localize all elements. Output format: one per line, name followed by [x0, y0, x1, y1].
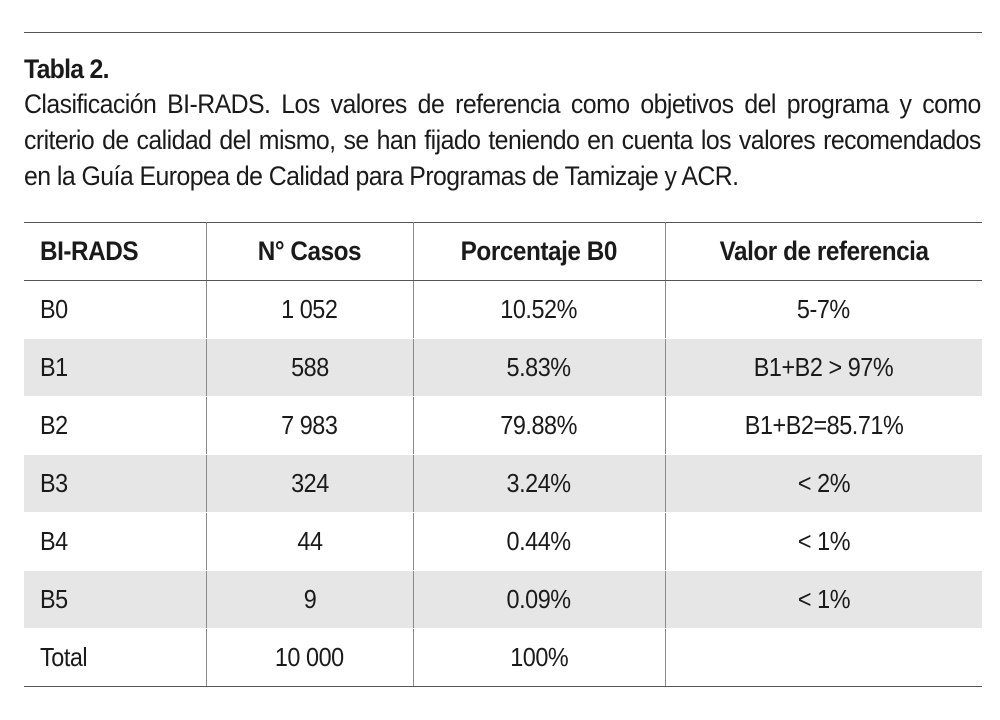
header-valor-referencia: Valor de referencia — [665, 223, 982, 281]
cell-casos: 9 — [206, 571, 413, 629]
table-row — [24, 571, 982, 629]
header-porcentaje-b0: Porcentaje B0 — [413, 223, 665, 281]
cell-casos: 588 — [206, 339, 413, 397]
cell-referencia: < 1% — [665, 571, 982, 629]
cell-referencia: < 1% — [665, 513, 982, 571]
caption-text: Clasificación BI-RADS. Los valores de referencia como objetivos del programa y como criterio de calidad del mismo, se han fijado teniendo en cuenta los valores recomendados en la Guía Europea de Calidad para Programas de Tamizaje y ACR. — [24, 89, 981, 191]
table-row — [24, 339, 982, 397]
cell-casos: 324 — [206, 455, 413, 513]
cell-porcentaje: 0.09% — [413, 571, 665, 629]
table-row — [24, 397, 982, 455]
cell-porcentaje: 3.24% — [413, 455, 665, 513]
table-row-total — [24, 629, 982, 687]
cell-porcentaje: 10.52% — [413, 281, 665, 339]
cell-porcentaje: 79.88% — [413, 397, 665, 455]
cell-referencia: 5-7% — [665, 281, 982, 339]
caption-title: Tabla 2. — [24, 54, 109, 84]
table-header-row — [24, 223, 982, 281]
cell-casos: 1 052 — [206, 281, 413, 339]
cell-birads: B0 — [24, 281, 206, 339]
cell-casos: 7 983 — [206, 397, 413, 455]
table-caption — [24, 52, 982, 194]
birads-table — [24, 222, 982, 687]
header-n-casos: N° Casos — [206, 223, 413, 281]
top-rule — [24, 32, 982, 33]
cell-referencia: B1+B2 > 97% — [665, 339, 982, 397]
cell-birads: B2 — [24, 397, 206, 455]
cell-birads: Total — [24, 629, 206, 687]
cell-birads: B4 — [24, 513, 206, 571]
table-row — [24, 513, 982, 571]
cell-birads: B3 — [24, 455, 206, 513]
cell-birads: B1 — [24, 339, 206, 397]
cell-casos: 44 — [206, 513, 413, 571]
cell-porcentaje: 5.83% — [413, 339, 665, 397]
cell-referencia: < 2% — [665, 455, 982, 513]
table-row — [24, 455, 982, 513]
header-birads: BI-RADS — [24, 223, 206, 281]
table-row — [24, 281, 982, 339]
cell-referencia — [665, 629, 982, 687]
cell-porcentaje: 0.44% — [413, 513, 665, 571]
cell-casos: 10 000 — [206, 629, 413, 687]
cell-birads: B5 — [24, 571, 206, 629]
cell-porcentaje: 100% — [413, 629, 665, 687]
cell-referencia: B1+B2=85.71% — [665, 397, 982, 455]
